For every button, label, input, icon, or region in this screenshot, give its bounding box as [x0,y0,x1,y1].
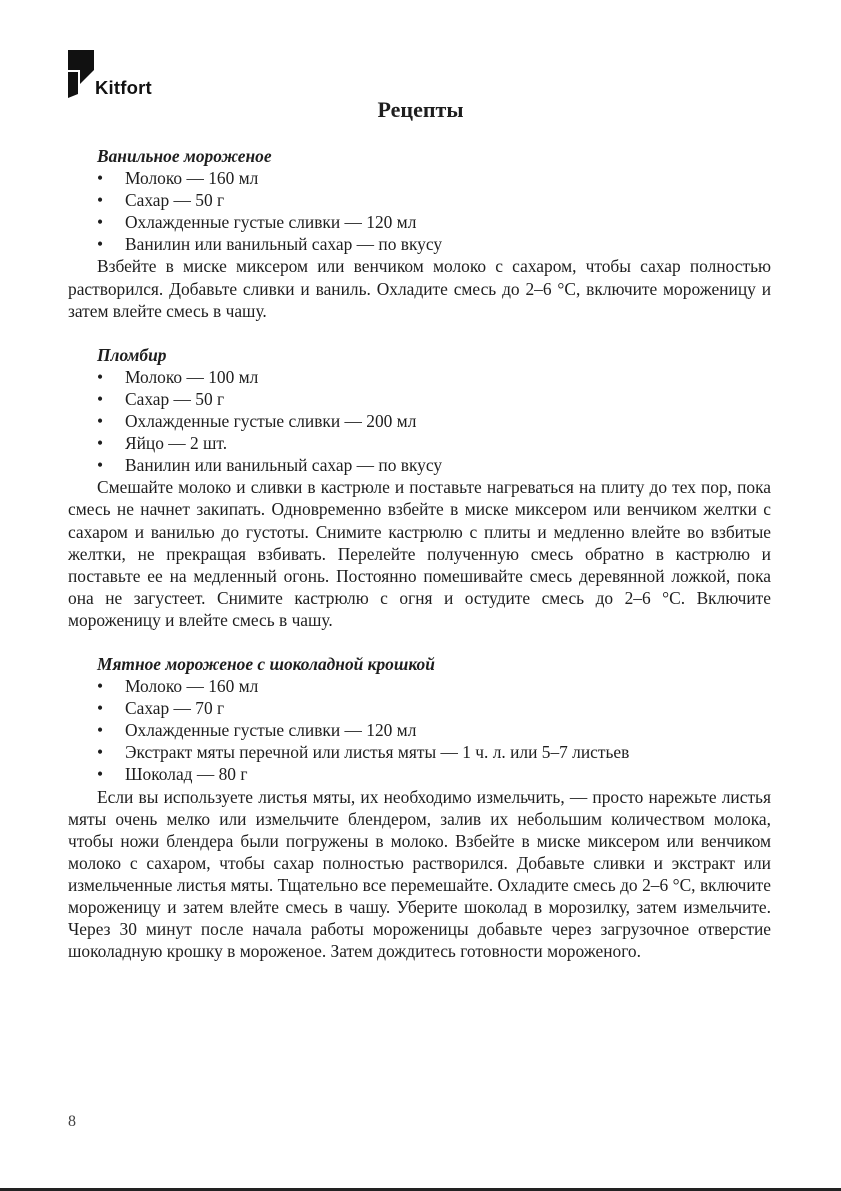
list-item [68,697,771,719]
ingredient-text: Сахар — 50 г [125,190,225,211]
kitfort-logo-icon [68,50,94,98]
bullet: • [97,698,104,719]
bullet: • [97,234,104,255]
list-item [68,675,771,697]
bullet: • [97,764,104,785]
ingredient-text: Охлажденные густые сливки — 120 мл [125,720,417,741]
recipe-title: Ванильное мороженое [97,146,272,166]
recipe-instructions: Если вы используете листья мяты, их необходимо измельчить, — просто нарежьте листья мяты очень мелко или измельчите блендером, залив их небольшим количеством молока, чтобы ножи блендера были погружены в молоко. Взбейте в миске миксером или венчиком молоко с сахаром, чтобы сахар полностью растворился. Добавьте сливки и экстракт или измельченные листья мяты. Тщательно все перемешайте. Охладите смесь до 2–6 °С, включите мороженицу и затем влейте смесь в чашу. Уберите шоколад в морозилку, затем измельчите. Через 30 минут после начала работы мороженицы добавьте через загрузочное отверстие шоколадную крошку в мороженое. Затем дождитесь готовности мороженого. [68,786,771,962]
ingredient-text: Яйцо — 2 шт. [125,433,228,454]
list-item [68,719,771,741]
ingredient-text: Сахар — 70 г [125,698,225,719]
list-item [68,388,771,410]
recipe-instructions: Смешайте молоко и сливки в кастрюле и поставьте нагреваться на плиту до тех пор, пока смесь не начнет закипать. Одновременно взбейте в миске миксером или венчиком желтки с сахаром и ванилью до густоты. Снимите кастрюлю с плиты и медленно влейте во взбитые желтки, не прекращая взбивать. Перелейте полученную смесь обратно в кастрюлю и поставьте ее на медленный огонь. Постоянно помешивайте смесь деревянной ложкой, пока она не загустеет. Снимите кастрюлю с огня и остудите смесь до 2–6 °С. Включите мороженицу и влейте смесь в чашу. [68,477,771,630]
list-item [68,741,771,763]
page-title: Рецепты [377,97,464,122]
page-number: 8 [68,1113,76,1130]
list-item [68,233,771,255]
list-item [68,410,771,432]
bullet: • [97,676,104,697]
bullet: • [97,433,104,454]
list-item [68,454,771,476]
list-item [68,189,771,211]
recipe-title: Пломбир [97,344,167,365]
ingredient-text: Экстракт мяты перечной или листья мяты — 1 ч. л. или 5–7 листьев [125,742,630,763]
ingredient-text: Ванилин или ванильный сахар — по вкусу [125,234,443,255]
ingredient-text: Сахар — 50 г [125,388,225,409]
brand-name: Kitfort [95,77,152,98]
bullet: • [97,411,104,432]
list-item [68,432,771,454]
recipe-mint [68,653,771,962]
bullet: • [97,455,104,476]
ingredient-list [68,366,771,476]
bullet: • [97,190,104,211]
recipes-content [68,145,771,962]
list-item [68,167,771,189]
ingredient-text: Молоко — 160 мл [125,676,259,697]
ingredient-text: Охлажденные густые сливки — 200 мл [125,411,417,432]
list-item [68,763,771,785]
bullet: • [97,212,104,233]
ingredient-text: Молоко — 100 мл [125,366,259,387]
ingredient-list [68,675,771,785]
ingredient-list [68,167,771,255]
recipe-vanilla [68,145,771,322]
ingredient-text: Молоко — 160 мл [125,168,259,189]
bullet: • [97,168,104,189]
recipe-instructions: Взбейте в миске миксером или венчиком молоко с сахаром, чтобы сахар полностью растворился. Добавьте сливки и ваниль. Охладите смесь до 2–6 °С, включите мороженицу и затем влейте смесь в чашу. [68,256,771,321]
list-item [68,366,771,388]
ingredient-text: Шоколад — 80 г [125,764,248,785]
bullet: • [97,366,104,387]
ingredient-text: Ванилин или ванильный сахар — по вкусу [125,455,443,476]
recipe-plombir [68,344,771,631]
bullet: • [97,388,104,409]
list-item [68,211,771,233]
bullet: • [97,742,104,763]
recipe-title: Мятное мороженое с шоколадной крошкой [97,653,435,674]
ingredient-text: Охлажденные густые сливки — 120 мл [125,212,417,233]
bullet: • [97,720,104,741]
